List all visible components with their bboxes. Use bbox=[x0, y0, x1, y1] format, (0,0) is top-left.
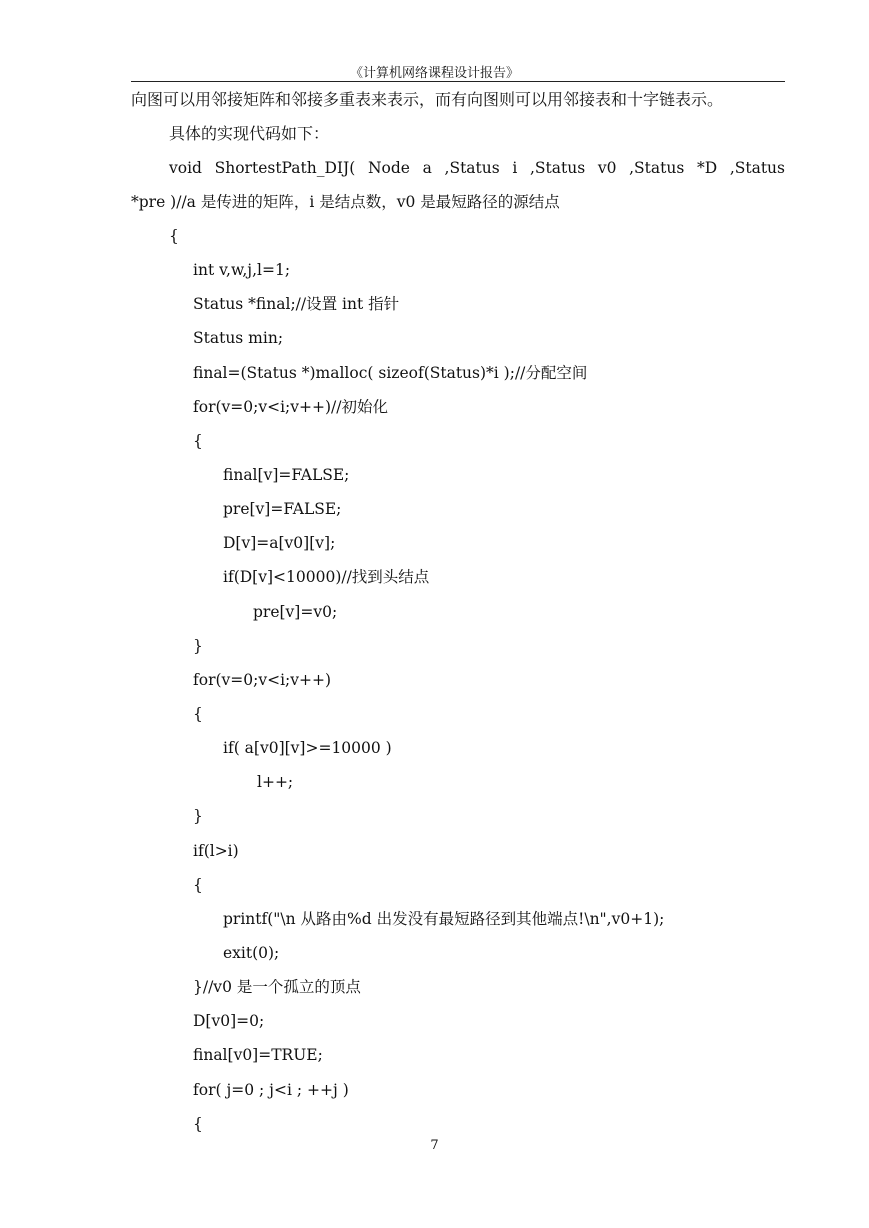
page-number: 7 bbox=[430, 1138, 439, 1153]
code-line: }//v0 是一个孤立的顶点 bbox=[193, 978, 361, 996]
signature-token: ,Status bbox=[629, 159, 685, 177]
code-line: final=(Status *)malloc( sizeof(Status)*i );//分配空间 bbox=[193, 364, 588, 382]
signature-token: void bbox=[169, 159, 202, 177]
signature-token: ShortestPath_DIJ( bbox=[214, 159, 356, 177]
code-line: { bbox=[169, 227, 179, 245]
code-line: final[v]=FALSE; bbox=[223, 466, 350, 484]
code-line: { bbox=[193, 876, 203, 894]
code-line: l++; bbox=[257, 773, 294, 791]
code-line: { bbox=[193, 432, 203, 450]
code-line: Status min; bbox=[193, 329, 284, 347]
code-line: Status *final;//设置 int 指针 bbox=[193, 295, 400, 313]
code-line: pre[v]=v0; bbox=[253, 603, 338, 621]
code-line: pre[v]=FALSE; bbox=[223, 500, 342, 518]
code-line: if(D[v]<10000)//找到头结点 bbox=[223, 568, 430, 586]
signature-token: ,Status bbox=[444, 159, 500, 177]
function-signature-continuation: *pre )//a 是传进的矩阵，i 是结点数，v0 是最短路径的源结点 bbox=[131, 193, 560, 211]
signature-token: i bbox=[512, 159, 518, 177]
code-line: { bbox=[193, 705, 203, 723]
signature-token: v0 bbox=[597, 159, 617, 177]
signature-token: a bbox=[422, 159, 432, 177]
code-line: for( j=0 ; j<i ; ++j ) bbox=[193, 1081, 349, 1099]
code-line: printf("\n 从路由%d 出发没有最短路径到其他端点!\n",v0+1); bbox=[223, 910, 665, 928]
signature-token: ,Status bbox=[530, 159, 586, 177]
code-line: D[v]=a[v0][v]; bbox=[223, 534, 336, 552]
code-line: D[v0]=0; bbox=[193, 1012, 265, 1030]
code-line: int v,w,j,l=1; bbox=[193, 261, 291, 279]
code-line: } bbox=[193, 637, 203, 655]
paragraph-intro: 向图可以用邻接矩阵和邻接多重表来表示，而有向图则可以用邻接表和十字链表示。 bbox=[131, 90, 724, 109]
signature-token: Node bbox=[367, 159, 410, 177]
code-line: final[v0]=TRUE; bbox=[193, 1046, 323, 1064]
header-rule bbox=[131, 81, 785, 82]
signature-token: ,Status bbox=[729, 159, 785, 177]
signature-token: *D bbox=[696, 159, 718, 177]
paragraph-code-intro: 具体的实现代码如下： bbox=[169, 124, 330, 143]
function-signature bbox=[169, 158, 785, 178]
code-line: } bbox=[193, 807, 203, 825]
code-line: if( a[v0][v]>=10000 ) bbox=[223, 739, 392, 757]
code-line: { bbox=[193, 1115, 203, 1133]
code-line: for(v=0;v<i;v++)//初始化 bbox=[193, 398, 388, 416]
code-line: exit(0); bbox=[223, 944, 280, 962]
code-line: if(l>i) bbox=[193, 842, 239, 860]
running-header: 《计算机网络课程设计报告》 bbox=[349, 66, 519, 81]
code-line: for(v=0;v<i;v++) bbox=[193, 671, 332, 689]
